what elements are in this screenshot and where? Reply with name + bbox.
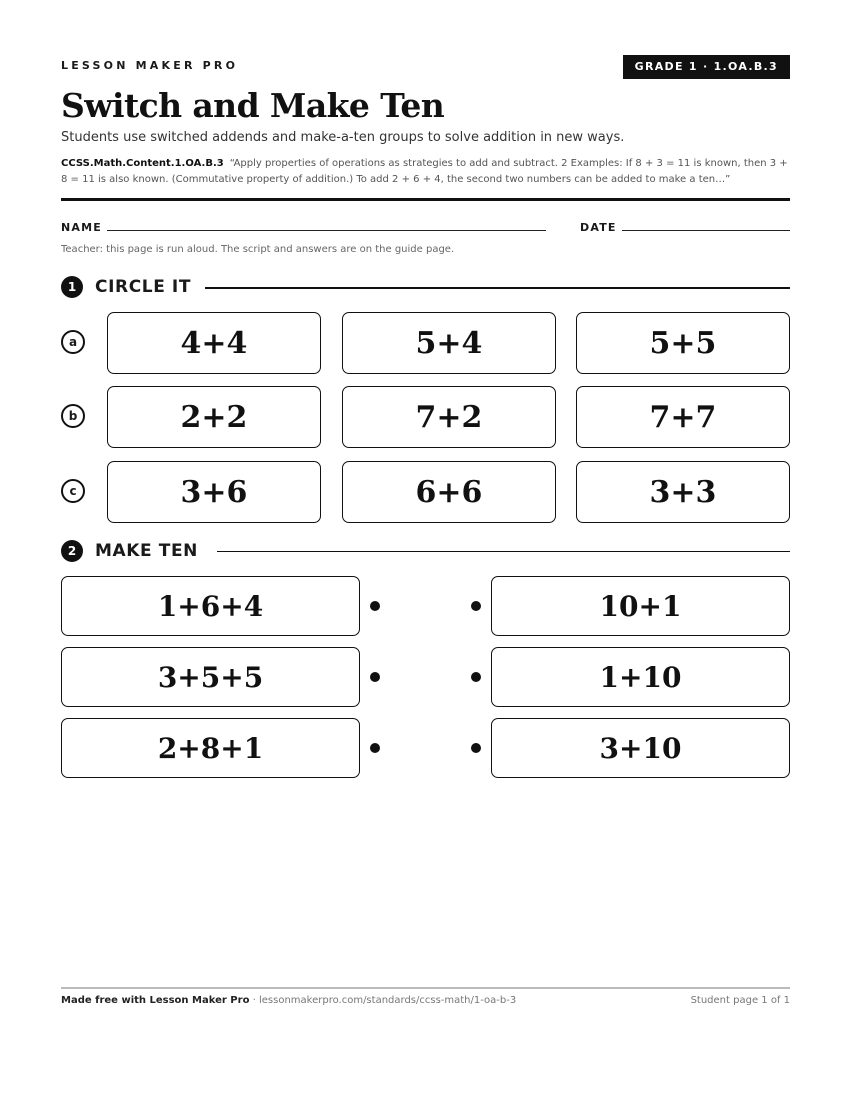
section-make-ten-header: [61, 540, 790, 562]
match-left-card[interactable]: 1+6+4: [61, 576, 360, 636]
worksheet-page: [61, 0, 790, 1100]
header-divider: [61, 198, 790, 201]
match-right-card[interactable]: 1+10: [491, 647, 790, 707]
section-rule: [205, 287, 790, 289]
page-subtitle: Students use switched addends and make-a-ten groups to solve addition in new ways.: [61, 130, 625, 145]
standard-code: CCSS.Math.Content.1.OA.B.3: [61, 158, 224, 169]
section-number: 2: [61, 540, 83, 562]
footer-page-number: Student page 1 of 1: [690, 995, 790, 1006]
date-field[interactable]: [622, 230, 790, 231]
circle-card[interactable]: 4+4: [107, 312, 321, 374]
match-right-dot[interactable]: [471, 601, 481, 611]
match-left-dot[interactable]: [370, 672, 380, 682]
circle-card[interactable]: 7+7: [576, 386, 790, 448]
match-left-dot[interactable]: [370, 743, 380, 753]
standard-description: [61, 156, 790, 188]
circle-card[interactable]: 2+2: [107, 386, 321, 448]
page-title: Switch and Make Ten: [61, 86, 445, 125]
match-right-card[interactable]: 3+10: [491, 718, 790, 778]
section-title: CIRCLE IT: [95, 277, 192, 297]
section-rule: [217, 551, 790, 552]
match-left-dot[interactable]: [370, 601, 380, 611]
match-left-card[interactable]: 3+5+5: [61, 647, 360, 707]
match-right-card[interactable]: 10+1: [491, 576, 790, 636]
circle-card[interactable]: 3+6: [107, 461, 321, 523]
circle-card[interactable]: 3+3: [576, 461, 790, 523]
section-number: 1: [61, 276, 83, 298]
grade-badge: GRADE 1 · 1.OA.B.3: [623, 55, 790, 79]
match-right-dot[interactable]: [471, 672, 481, 682]
row-label-c: c: [61, 479, 85, 503]
match-right-dot[interactable]: [471, 743, 481, 753]
section-circle-it-header: [61, 276, 790, 298]
circle-card[interactable]: 5+4: [342, 312, 556, 374]
footer-divider: [61, 987, 790, 989]
row-label-a: a: [61, 330, 85, 354]
circle-card[interactable]: 6+6: [342, 461, 556, 523]
circle-card[interactable]: 5+5: [576, 312, 790, 374]
standard-text: “Apply properties of operations as strategies to add and subtract. 2 Examples: If 8 + 3 = 11 is known, then 3 + 8 = 11 is also known. (Commutative property of addition.) To add 2 + 6 + 4, the second two numbers can be added to make a ten…”: [61, 158, 788, 185]
name-field[interactable]: [107, 230, 546, 231]
footer-url[interactable]: · lessonmakerpro.com/standards/ccss-math/1-oa-b-3: [249, 995, 517, 1006]
name-label: NAME: [61, 221, 102, 234]
brand-name: LESSON MAKER PRO: [61, 59, 239, 72]
section-title: MAKE TEN: [95, 541, 199, 561]
date-label: DATE: [580, 221, 617, 234]
row-label-b: b: [61, 404, 85, 428]
footer-credit: [61, 995, 516, 1006]
match-left-card[interactable]: 2+8+1: [61, 718, 360, 778]
footer-made-with: Made free with Lesson Maker Pro: [61, 995, 250, 1006]
circle-card[interactable]: 7+2: [342, 386, 556, 448]
teacher-note: Teacher: this page is run aloud. The script and answers are on the guide page.: [61, 244, 455, 255]
